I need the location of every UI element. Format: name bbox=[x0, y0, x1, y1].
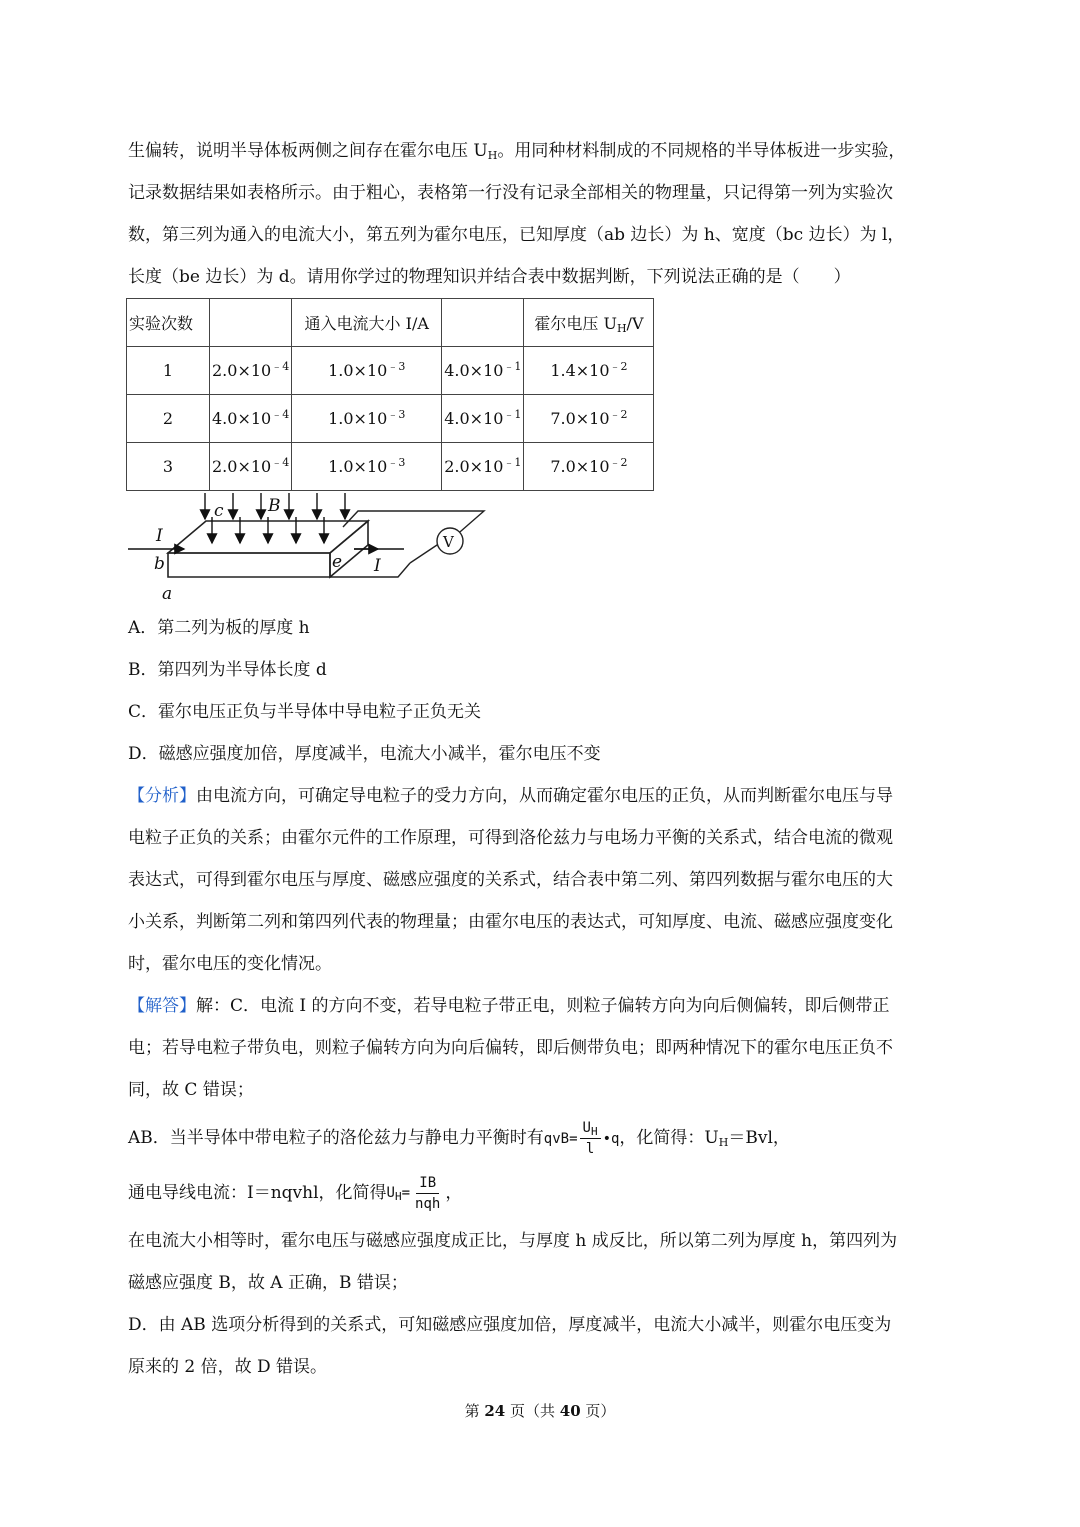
page-total: 40 bbox=[559, 1402, 581, 1420]
header-cell: 实验次数 bbox=[127, 299, 210, 347]
analysis-line-2: 电粒子正负的关系；由霍尔元件的工作原理，可得到洛伦兹力与电场力平衡的关系式，结合电流的微观 bbox=[128, 828, 893, 848]
solution-tag: 【解答】 bbox=[128, 996, 196, 1016]
solution-current-line: 通电导线电流：I＝nqvhl，化简得$U_H=$ $\frac{IB}{\text{nqh}}$ ， bbox=[128, 1166, 988, 1221]
table-cell: $7.0\times 10^{﹣2}$ bbox=[524, 395, 654, 443]
solution-line-7: 磁感应强度 B，故 A 正确，B 错误； bbox=[128, 1273, 408, 1293]
table-cell: $4.0\times 10^{﹣1}$ bbox=[442, 395, 524, 443]
header-cell bbox=[210, 299, 292, 347]
solution-ab-line: AB．当半导体中带电粒子的洛伦兹力与静电力平衡时有qvB= $\frac{U_H}{l}$ •q，化简得：$U_H=Bvl$， bbox=[128, 1111, 988, 1166]
hall-effect-figure bbox=[128, 493, 508, 603]
solution-line-8: D．由 AB 选项分析得到的关系式，可知磁感应强度加倍，厚度减半，电流大小减半，则霍尔电压变为 bbox=[128, 1315, 892, 1335]
force-balance-formula: qvB= $\frac{U_H}{l}$ •q bbox=[543, 1120, 620, 1157]
voltmeter-label: V bbox=[443, 533, 454, 551]
header-cell: 通入电流大小 I/A bbox=[292, 299, 442, 347]
table-cell: $1.0\times 10^{﹣3}$ bbox=[292, 395, 442, 443]
option-d: D．磁感应强度加倍，厚度减半，电流大小减半，霍尔电压不变 bbox=[128, 744, 601, 764]
question-line-1: 生偏转，说明半导体板两侧之间存在霍尔电压 $U_H$。用同种材料制成的不同规格的半导体板进一步实验， bbox=[128, 141, 906, 162]
table-cell: 2 bbox=[127, 395, 210, 443]
label-b: b bbox=[154, 554, 165, 574]
table-cell: $2.0\times 10^{﹣4}$ bbox=[210, 347, 292, 395]
question-line-4: 长度（be 边长）为 d。请用你学过的物理知识并结合表中数据判断，下列说法正确的是（ ） bbox=[128, 267, 851, 287]
label-current-out: I bbox=[374, 556, 381, 576]
analysis-line-3: 表达式，可得到霍尔电压与厚度、磁感应强度的关系式，结合表中第二列、第四列数据与霍尔电压的大 bbox=[128, 870, 893, 890]
solution-line-3: 同，故 C 错误； bbox=[128, 1080, 254, 1100]
hall-effect-diagram bbox=[128, 493, 508, 603]
table-cell: $4.0\times 10^{﹣4}$ bbox=[210, 395, 292, 443]
analysis-tag: 【分析】 bbox=[128, 786, 196, 806]
table-cell: 1 bbox=[127, 347, 210, 395]
table-header-row bbox=[127, 299, 654, 347]
option-b: B．第四列为半导体长度 d bbox=[128, 660, 327, 680]
table-cell: $1.4\times 10^{﹣2}$ bbox=[524, 347, 654, 395]
solution-line-1: 【解答】解：C．电流 I 的方向不变，若导电粒子带正电，则粒子偏转方向为向后侧偏转，即后侧带正 bbox=[128, 996, 890, 1016]
table-row bbox=[127, 443, 654, 491]
table-cell: $2.0\times 10^{﹣4}$ bbox=[210, 443, 292, 491]
header-cell bbox=[442, 299, 524, 347]
label-B: B bbox=[268, 496, 281, 516]
table-cell: $1.0\times 10^{﹣3}$ bbox=[292, 443, 442, 491]
table-cell: $2.0\times 10^{﹣1}$ bbox=[442, 443, 524, 491]
table-cell: $4.0\times 10^{﹣1}$ bbox=[442, 347, 524, 395]
option-a: A．第二列为板的厚度 h bbox=[128, 618, 310, 638]
label-current-in: I bbox=[156, 526, 163, 546]
solution-line-9: 原来的 2 倍，故 D 错误。 bbox=[128, 1357, 328, 1377]
analysis-line-4: 小关系，判断第二列和第四列代表的物理量；由霍尔电压的表达式，可知厚度、电流、磁感应强度变化 bbox=[128, 912, 893, 932]
table-row bbox=[127, 395, 654, 443]
page-footer: 第 24 页（共 40 页） bbox=[464, 1402, 616, 1420]
analysis-line-1: 【分析】由电流方向，可确定导电粒子的受力方向，从而确定霍尔电压的正负，从而判断霍尔电压与导 bbox=[128, 786, 893, 806]
voltmeter-wire-right bbox=[410, 543, 440, 563]
table-cell: 3 bbox=[127, 443, 210, 491]
label-a: a bbox=[162, 584, 173, 603]
data-table bbox=[126, 298, 654, 491]
slab-front-face bbox=[168, 553, 330, 577]
label-c: c bbox=[214, 501, 224, 521]
solution-line-6: 在电流大小相等时，霍尔电压与磁感应强度成正比，与厚度 h 成反比，所以第二列为厚度 h，第四列为 bbox=[128, 1231, 898, 1251]
question-line-3: 数，第三列为通入的电流大小，第五列为霍尔电压，已知厚度（ab 边长）为 h、宽度（bc 边长）为 l， bbox=[128, 225, 905, 245]
option-c: C．霍尔电压正负与半导体中导电粒子正负无关 bbox=[128, 702, 482, 722]
solution-line-2: 电；若导电粒子带负电，则粒子偏转方向为向后偏转，即后侧带负电；即两种情况下的霍尔电压正负不 bbox=[128, 1038, 893, 1058]
table-row bbox=[127, 347, 654, 395]
analysis-line-5: 时，霍尔电压的变化情况。 bbox=[128, 954, 332, 974]
table-cell: $1.0\times 10^{﹣3}$ bbox=[292, 347, 442, 395]
table-cell: $7.0\times 10^{﹣2}$ bbox=[524, 443, 654, 491]
page-number: 24 bbox=[484, 1402, 506, 1420]
label-e: e bbox=[332, 552, 343, 572]
header-cell: 霍尔电压 $U_H/V$ bbox=[524, 299, 654, 347]
page-content bbox=[128, 130, 988, 1388]
question-line-2: 记录数据结果如表格所示。由于粗心，表格第一行没有记录全部相关的物理量，只记得第一列为实验次 bbox=[128, 183, 893, 203]
hall-voltage-formula: $U_H=$ $\frac{IB}{\text{nqh}}$ bbox=[386, 1174, 441, 1212]
